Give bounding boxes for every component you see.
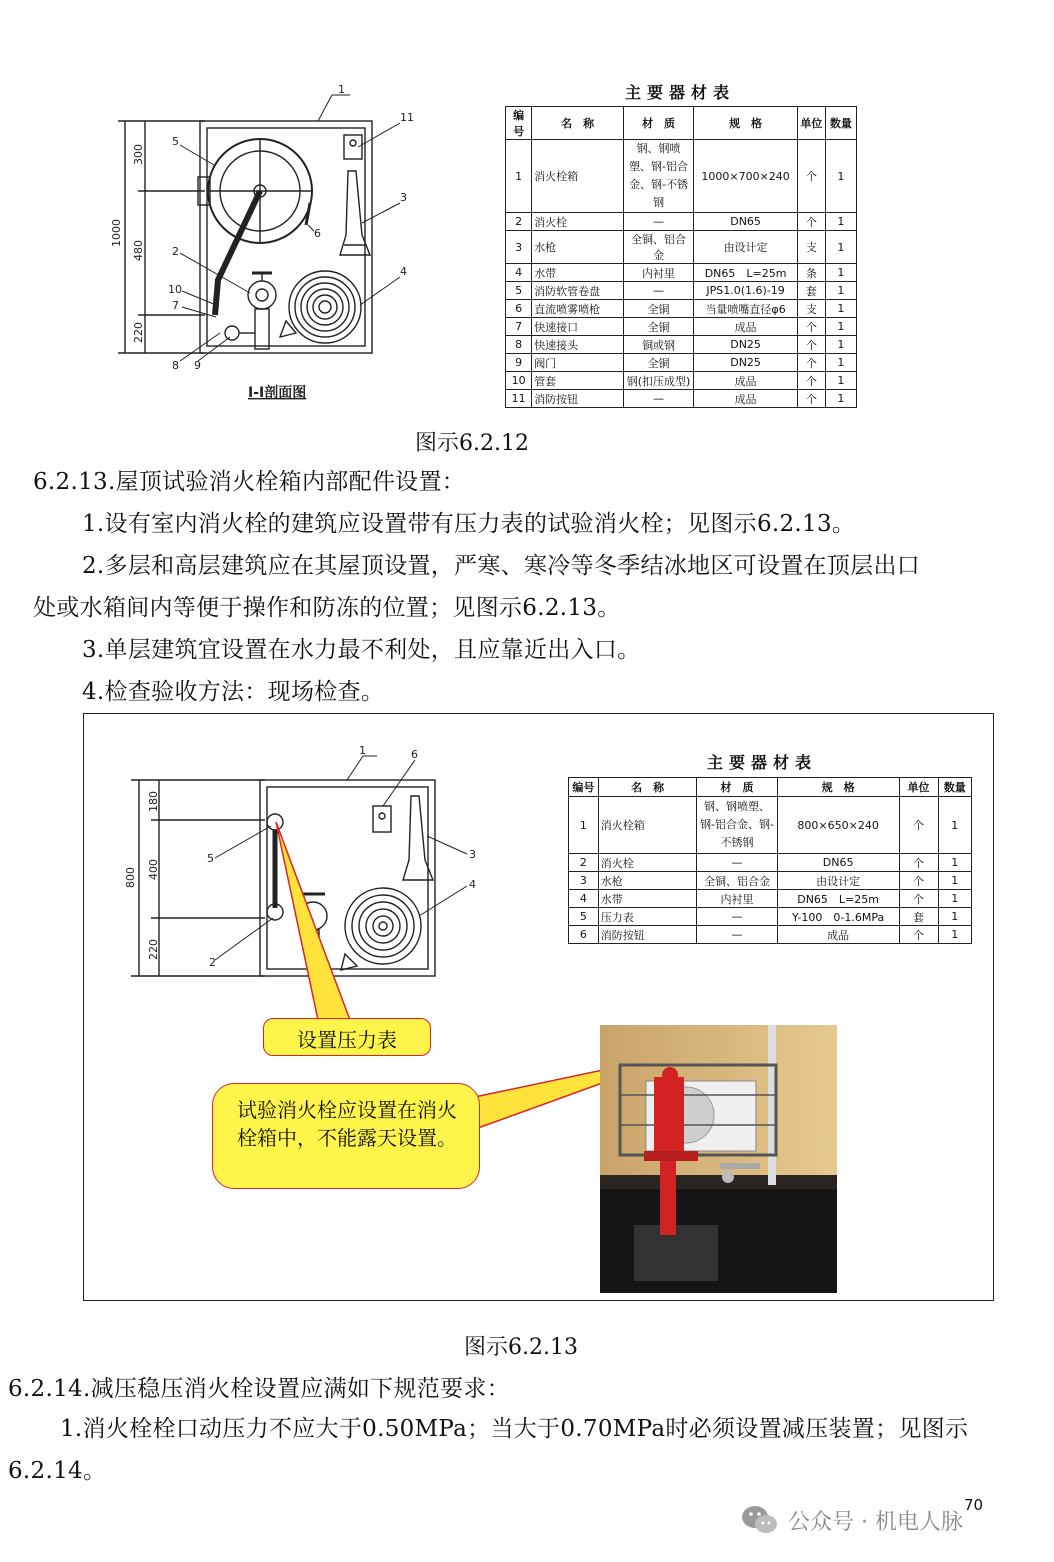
table-cell: 成品 — [694, 390, 798, 408]
section-heading-6-2-13: 6.2.13.屋顶试验消火栓箱内部配件设置： — [33, 469, 466, 495]
table-cell: 7 — [506, 318, 532, 336]
table-cell: 由设计定 — [694, 231, 798, 264]
table-cell: 支 — [797, 300, 825, 318]
table-header-cell: 材 质 — [697, 778, 777, 797]
pressure-callout-box — [263, 1018, 431, 1056]
callout-label: 9 — [194, 359, 201, 372]
note-callout-box — [212, 1083, 480, 1189]
table-cell: 个 — [797, 318, 825, 336]
table-cell: 快速接口 — [532, 318, 624, 336]
table-cell: 1 — [938, 926, 972, 944]
para-item-2-line2: 处或水箱间内等便于操作和防冻的位置；见图示6.2.13。 — [33, 595, 621, 621]
table-cell: 管套 — [532, 372, 624, 390]
table-header-cell: 名 称 — [532, 107, 624, 140]
dim-bottom: 220 — [132, 322, 145, 343]
table-cell: 1 — [825, 300, 856, 318]
callout-label: 2 — [172, 245, 179, 258]
table-header-cell: 材 质 — [623, 107, 693, 140]
table-cell: 钢、钢喷塑、钢-铝合金、钢-不锈钢 — [623, 140, 693, 213]
section-label: I-I剖面图 — [248, 385, 307, 401]
table-cell: 4 — [569, 890, 599, 908]
table-cell: 铜或钢 — [623, 336, 693, 354]
table-cell: 消火栓 — [532, 213, 624, 231]
table-cell: 压力表 — [598, 908, 697, 926]
table-cell: 全铜 — [623, 318, 693, 336]
table-header-cell: 数量 — [825, 107, 856, 140]
table-cell: 5 — [569, 908, 599, 926]
table-header-cell: 名 称 — [598, 778, 697, 797]
table-cell: 个 — [797, 213, 825, 231]
table-cell: 水枪 — [598, 872, 697, 890]
section-heading-6-2-14: 6.2.14.减压稳压消火栓设置应满如下规范要求： — [8, 1376, 510, 1402]
table-cell: 个 — [797, 140, 825, 213]
table-cell: 8 — [506, 336, 532, 354]
table-cell: 个 — [797, 354, 825, 372]
table-cell: 条 — [797, 264, 825, 282]
table-cell: DN25 — [694, 336, 798, 354]
dim-total: 800 — [124, 867, 137, 888]
table-cell: DN65 L=25m — [777, 890, 899, 908]
dim-bottom: 220 — [147, 939, 160, 960]
table-cell: 消火栓箱 — [532, 140, 624, 213]
callout-label: 8 — [172, 359, 179, 372]
table-cell: 6 — [506, 300, 532, 318]
table-cell: 3 — [506, 231, 532, 264]
table-header-cell: 编号 — [569, 778, 599, 797]
table-cell: 1 — [825, 140, 856, 213]
table-cell: 1 — [938, 872, 972, 890]
callout-label: 1 — [338, 85, 345, 96]
table-cell: 6 — [569, 926, 599, 944]
table-cell: 套 — [797, 282, 825, 300]
table-cell: — — [697, 854, 777, 872]
table-cell: DN25 — [694, 354, 798, 372]
callout-label: 4 — [400, 265, 407, 278]
callout-label: 7 — [172, 299, 179, 312]
table-cell: JPS1.0(1.6)-19 — [694, 282, 798, 300]
pressure-pointer — [276, 822, 350, 1020]
table-cell: 1 — [938, 890, 972, 908]
table-cell: 套 — [899, 908, 938, 926]
table2-title: 主要器材表 — [707, 753, 818, 772]
figure1-caption: 图示6.2.12 — [415, 431, 529, 456]
table-header-cell: 数量 — [938, 778, 972, 797]
dim-top: 180 — [147, 791, 160, 812]
figure2-caption: 图示6.2.13 — [464, 1335, 578, 1360]
table-cell: 直流喷雾喷枪 — [532, 300, 624, 318]
wechat-icon — [740, 1503, 780, 1537]
table-cell: — — [697, 926, 777, 944]
table-cell: 当量喷嘴直径φ6 — [694, 300, 798, 318]
callout-label: 5 — [172, 135, 179, 148]
table-cell: 个 — [899, 890, 938, 908]
table-cell: 9 — [506, 354, 532, 372]
table-cell: 1 — [825, 231, 856, 264]
table-cell: 成品 — [777, 926, 899, 944]
table-cell: 1 — [825, 372, 856, 390]
table-cell: 10 — [506, 372, 532, 390]
table-cell: DN65 L=25m — [694, 264, 798, 282]
table-cell: 消防按钮 — [532, 390, 624, 408]
table-header-cell: 单位 — [797, 107, 825, 140]
table-cell: 11 — [506, 390, 532, 408]
table-cell: 5 — [506, 282, 532, 300]
table-cell: 全铜 — [623, 354, 693, 372]
table-cell: 消防软管卷盘 — [532, 282, 624, 300]
table-cell: — — [623, 390, 693, 408]
table-cell: 内衬里 — [697, 890, 777, 908]
dim-total: 1000 — [110, 219, 123, 247]
table-cell: 1 — [938, 797, 972, 854]
table-cell: 1000×700×240 — [694, 140, 798, 213]
table-cell: — — [697, 908, 777, 926]
table-cell: 个 — [899, 872, 938, 890]
table-cell: 1 — [825, 336, 856, 354]
callout-label: 6 — [314, 227, 321, 240]
hydrant-photo — [600, 1025, 837, 1293]
table-cell: DN65 — [694, 213, 798, 231]
callout-label: 5 — [207, 852, 214, 865]
table-cell: 1 — [825, 264, 856, 282]
para-item-1: 1.设有室内消火栓的建筑应设置带有压力表的试验消火栓；见图示6.2.13。 — [82, 511, 856, 537]
table-cell: — — [623, 213, 693, 231]
table-cell: 支 — [797, 231, 825, 264]
table-cell: 2 — [506, 213, 532, 231]
para-6-2-14-item-1-line1: 1.消火栓栓口动压力不应大于0.50MPa；当大于0.70MPa时必须设置减压装置；见图示 — [60, 1416, 969, 1442]
table-cell: DN65 — [777, 854, 899, 872]
table-cell: 成品 — [694, 318, 798, 336]
table-cell: 全铜、铝合金 — [623, 231, 693, 264]
dim-mid: 400 — [147, 859, 160, 880]
table-header-cell: 单位 — [899, 778, 938, 797]
pressure-callout-text: 设置压力表 — [297, 1028, 397, 1052]
table-cell: 个 — [797, 390, 825, 408]
table-cell: Y-100 0-1.6MPa — [777, 908, 899, 926]
page-number: 70 — [964, 1496, 984, 1514]
table-cell: — — [623, 282, 693, 300]
watermark-text: 公众号 · 机电人脉 — [788, 1510, 963, 1535]
table-cell: 内衬里 — [623, 264, 693, 282]
table-cell: 个 — [899, 926, 938, 944]
table-cell: 1 — [938, 854, 972, 872]
table-cell: 1 — [825, 318, 856, 336]
table-cell: 水枪 — [532, 231, 624, 264]
table-cell: 个 — [797, 336, 825, 354]
table-cell: 4 — [506, 264, 532, 282]
table-cell: 消防按钮 — [598, 926, 697, 944]
table-cell: 1 — [825, 354, 856, 372]
table-cell: 快速接头 — [532, 336, 624, 354]
table-cell: 3 — [569, 872, 599, 890]
table-cell: 阀门 — [532, 354, 624, 372]
callout-label: 3 — [469, 848, 476, 861]
callout-label: 1 — [359, 744, 366, 757]
table-header-cell: 规 格 — [694, 107, 798, 140]
table-cell: 个 — [899, 797, 938, 854]
table-cell: 钢、钢喷塑、钢-铝合金、钢-不锈钢 — [697, 797, 777, 854]
table-header-cell: 编号 — [506, 107, 532, 140]
table-cell: 消火栓箱 — [598, 797, 697, 854]
table1-title: 主要器材表 — [625, 83, 736, 102]
table-cell: 成品 — [694, 372, 798, 390]
callout-label: 3 — [400, 191, 407, 204]
table-cell: 1 — [569, 797, 599, 854]
table-cell: 由设计定 — [777, 872, 899, 890]
table-cell: 水带 — [532, 264, 624, 282]
table-cell: 800×650×240 — [777, 797, 899, 854]
table-cell: 钢(扣压成型) — [623, 372, 693, 390]
para-item-2-line1: 2.多层和高层建筑应在其屋顶设置，严寒、寒冷等冬季结冰地区可设置在顶层出口 — [82, 553, 921, 579]
dim-top: 300 — [132, 144, 145, 165]
callout-label: 2 — [209, 956, 216, 969]
table-cell: 水带 — [598, 890, 697, 908]
para-item-4: 4.检查验收方法：现场检查。 — [82, 679, 385, 705]
table-cell: 1 — [938, 908, 972, 926]
table-cell: 1 — [506, 140, 532, 213]
table-cell: 消火栓 — [598, 854, 697, 872]
table-cell: 1 — [825, 390, 856, 408]
table-cell: 全铜 — [623, 300, 693, 318]
table-header-cell: 规 格 — [777, 778, 899, 797]
table-cell: 1 — [825, 282, 856, 300]
table-cell: 2 — [569, 854, 599, 872]
para-item-3: 3.单层建筑宜设置在水力最不利处，且应靠近出入口。 — [82, 637, 641, 663]
callout-label: 4 — [469, 878, 476, 891]
para-6-2-14-item-1-line2: 6.2.14。 — [8, 1458, 107, 1484]
table-cell: 个 — [899, 854, 938, 872]
table-cell: 全铜、铝合金 — [697, 872, 777, 890]
callout-label: 10 — [168, 283, 182, 296]
note-callout-text: 试验消火栓应设置在消火栓箱中，不能露天设置。 — [237, 1098, 457, 1150]
callout-label: 11 — [400, 111, 414, 124]
table-cell: 1 — [825, 213, 856, 231]
table-cell: 个 — [797, 372, 825, 390]
dim-mid: 480 — [132, 240, 145, 261]
callout-label: 6 — [411, 748, 418, 761]
